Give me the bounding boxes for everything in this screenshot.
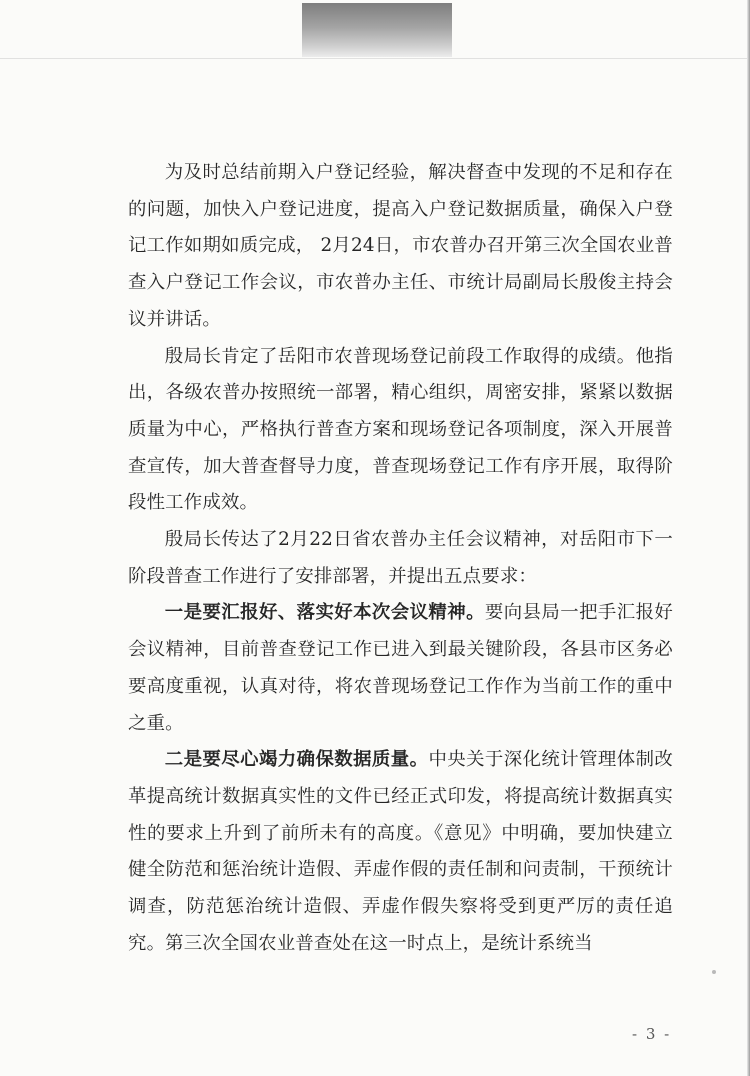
paragraph-1 [128,155,673,339]
paragraph-2-text: 殷局长肯定了岳阳市农普现场登记前段工作取得的成绩。他指出，各级农普办按照统一部署，精心组织，周密安排，紧紧以数据质量为中心，严格执行普查方案和现场登记各项制度，深入开展普查宣传，加大普查督导力度，普查现场登记工作有序开展，取得阶段性工作成效。 [128,345,673,514]
paragraph-5 [128,742,673,962]
paragraph-4-text: 要向县局一把手汇报好会议精神，目前普查登记工作已进入到最关键阶段，各县市区务必要高度重视，认真对待，将农普现场登记工作作为当前工作的重中之重。 [128,602,673,734]
paragraph-1-text: 为及时总结前期入户登记经验，解决督查中发现的不足和存在的问题，加快入户登记进度，提高入户登记数据质量，确保入户登记工作如期如质完成， 2月24日，市农普办召开第三次全国农业普查入户登记工作会议，市农普办主任、市统计局副局长殷俊主持会议并讲话。 [128,162,673,330]
scan-edge-top [0,58,750,59]
scan-speck [712,970,716,974]
paragraph-4 [128,595,673,742]
paragraph-5-text: 中央关于深化统计管理体制改革提高统计数据真实性的文件已经正式印发，将提高统计数据真实性的要求上升到了前所未有的高度。《意见》中明确，要加快建立健全防范和惩治统计造假、弄虚作假的责任制和问责制，干预统计调查，防范惩治统计造假、弄虚作假失察将受到更严厉的责任追究。第三次全国农业普查处在这一时点上，是统计系统当 [128,749,673,954]
paragraph-3-text: 殷局长传达了2月22日省农普办主任会议精神，对岳阳市下一阶段普查工作进行了安排部署，并提出五点要求： [128,529,673,587]
paragraph-2 [128,339,673,523]
document-body [128,155,673,962]
page-number: - 3 - [632,1025,672,1043]
binding-mark [302,3,452,57]
paragraph-3 [128,522,673,595]
paragraph-5-lead: 二是要尽心竭力确保数据质量。 [164,749,429,771]
paragraph-4-lead: 一是要汇报好、落实好本次会议精神。 [164,602,485,624]
